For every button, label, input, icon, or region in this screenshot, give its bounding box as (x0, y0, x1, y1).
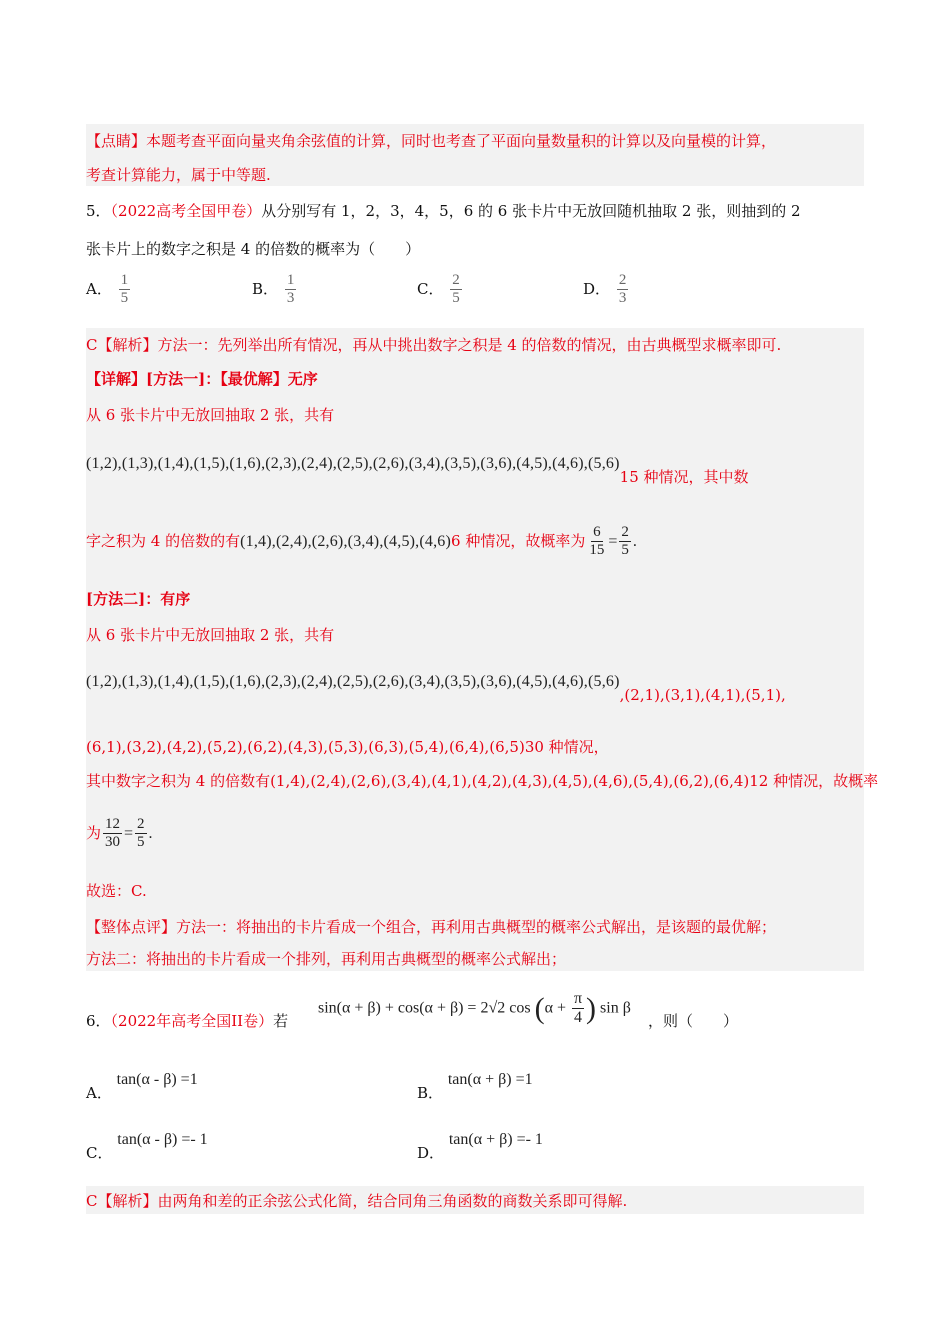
q5-option-b (252, 272, 298, 308)
q5-option-c (417, 272, 464, 308)
sol5-m1-end: . (632, 532, 637, 550)
option-expression: tan(α + β) =- 1 (448, 1131, 543, 1148)
sol5-m1-line2-mid: 6 种情况，故概率为 (451, 531, 586, 550)
q5-source: （2022高考全国甲卷） (110, 202, 262, 220)
q6-option-a (86, 1071, 198, 1102)
sol5-m1-line-2 (86, 524, 637, 560)
fraction-denominator: 3 (618, 290, 627, 307)
sol5-m2-wei: 为 (86, 823, 102, 842)
q6-prefix (86, 1010, 288, 1031)
option-fraction (119, 272, 131, 308)
q6-source: （2022年高考全国II卷） (110, 1012, 274, 1030)
fraction-numerator: 1 (119, 272, 131, 290)
sol5-m2-label: [方法二]：有序 (86, 590, 191, 608)
q5-option-d (583, 272, 630, 308)
sol5-m1-line2-pre: 字之积为 4 的倍数的有 (86, 531, 241, 550)
sol5-m2-intro: 从 6 张卡片中无放回抽取 2 张，共有 (86, 626, 335, 644)
q5-text-1: 从分别写有 1，2，3，4，5，6 的 6 张卡片中无放回随机抽取 2 张，则抽到的 2 (261, 202, 801, 220)
option-letter: C． (417, 279, 444, 298)
q6-alpha-plus: α + (544, 999, 566, 1017)
fraction-numerator: 2 (135, 816, 147, 834)
option-fraction (285, 272, 297, 308)
sol5-m2-result (135, 816, 147, 852)
sol5-m2-end: . (148, 824, 153, 842)
option-letter: B． (417, 1084, 444, 1102)
left-paren-icon: ( (534, 991, 545, 1025)
sol5-m2-line-2: (6,1),(3,2),(4,2),(5,2),(6,2),(4,3),(5,3),(6,3),(5,4),(6,4),(6,5)30 种情况， (86, 738, 609, 756)
fraction-numerator: 2 (617, 272, 629, 290)
sol5-m2-eq: = (124, 824, 134, 842)
q6-option-c (86, 1131, 208, 1162)
sol5-m1-eq: = (608, 532, 618, 550)
sol5-m2-pairs: (1,2),(1,3),(1,4),(1,5),(1,6),(2,3),(2,4),(2,5),(2,6),(3,4),(3,5),(3,6),(4,5),(4,6),(5,6) (86, 673, 620, 690)
sol5-m1-intro: 从 6 张卡片中无放回抽取 2 张，共有 (86, 406, 335, 424)
sol5-m1-result (619, 524, 631, 560)
q6-sqrt: √2 (488, 999, 506, 1017)
fraction-numerator: 2 (450, 272, 462, 290)
q6-cos: cos (509, 999, 531, 1017)
option-expression: tan(α - β) =- 1 (117, 1131, 208, 1148)
q5-line-1 (86, 200, 801, 221)
option-letter: C． (86, 1144, 113, 1162)
solution-5 (86, 328, 879, 971)
q6-formula (318, 990, 631, 1028)
sol5-m2-pairs-tail: ,(2,1),(3,1),(4,1),(5,1), (619, 686, 786, 704)
sol5-m2-line-4 (86, 816, 153, 852)
question-6 (86, 980, 864, 1178)
option-letter: A． (86, 1084, 112, 1102)
sol5-m1-pairs: (1,2),(1,3),(1,4),(1,5),(1,6),(2,3),(2,4),(2,5),(2,6),(3,4),(3,5),(3,6),(4,5),(4,6),(5,6) (86, 455, 620, 472)
fraction-denominator: 5 (120, 290, 129, 307)
solution-6 (86, 1186, 864, 1214)
fraction-denominator: 15 (589, 542, 605, 559)
question-5 (86, 196, 864, 320)
fraction-denominator: 3 (286, 290, 295, 307)
sol5-m1-count: 15 种情况，其中数 (619, 468, 749, 486)
q6-pi-fraction (572, 990, 584, 1028)
right-paren-icon: ) (586, 991, 597, 1025)
sol5-m2-line-3: 其中数字之积为 4 的倍数有(1,4),(2,4),(2,6),(3,4),(4,1),(4,2),(4,3),(4,5),(4,6),(5,4),(6,2),(6,4)12 种情况，故概率 (86, 772, 879, 790)
q6-jiexi: C【解析】由两角和差的正余弦公式化简，结合同角三角函数的商数关系即可得解. (86, 1192, 628, 1210)
q6-ruo: 若 (273, 1012, 289, 1030)
sol5-m2-fraction (103, 816, 122, 852)
sol5-pingping-2: 方法二：将抽出的卡片看成一个排列，再利用古典概型的概率公式解出； (86, 950, 567, 968)
sol5-pingping-1: 【整体点评】方法一：将抽出的卡片看成一个组合，再利用古典概型的概率公式解出，是该题的最优解； (86, 918, 777, 936)
fraction-numerator: 2 (619, 524, 631, 542)
fraction-denominator: 5 (452, 290, 460, 307)
sol5-jiexi: C【解析】方法一：先列举出所有情况，再从中挑出数字之积是 4 的倍数的情况，由古典概型求概率即可. (86, 336, 782, 354)
sol5-m1-fraction (587, 524, 606, 560)
sol5-guxuan: 故选：C. (86, 882, 147, 900)
q6-formula-left: sin(α + β) + cos(α + β) = 2 (318, 999, 489, 1017)
dianjing-label: 【点睛】 (86, 132, 147, 150)
q6-number: 6． (86, 1012, 111, 1030)
sol5-m1-pairs-line (86, 452, 749, 486)
fraction-numerator: 6 (591, 524, 603, 542)
option-letter: A． (86, 279, 112, 298)
q5-line-2: 张卡片上的数字之积是 4 的倍数的概率为（ ） (86, 240, 421, 258)
option-fraction (450, 272, 462, 308)
option-letter: D． (583, 279, 611, 298)
dianjing-text-1: 本题考查平面向量夹角余弦值的计算，同时也考查了平面向量数量积的计算以及向量模的计算， (146, 132, 777, 150)
option-letter: B． (252, 279, 279, 298)
q6-option-d (417, 1131, 543, 1162)
sol5-m2-pairs-line (86, 672, 786, 704)
fraction-numerator: 1 (285, 272, 297, 290)
q5-option-a (86, 272, 132, 308)
fraction-denominator: 5 (137, 834, 145, 851)
fraction-numerator: 12 (103, 816, 122, 834)
dianjing-line-2: 考查计算能力，属于中等题. (86, 166, 271, 184)
fraction-denominator: 5 (621, 542, 629, 559)
q6-sinbeta: sin β (600, 999, 631, 1017)
option-fraction (617, 272, 629, 308)
q6-option-b (417, 1071, 533, 1102)
fraction-denominator: 30 (105, 834, 121, 851)
sol5-xiangjie-label: 【详解】[方法一]：【最优解】无序 (86, 370, 318, 388)
option-expression: tan(α + β) =1 (447, 1071, 533, 1088)
sol5-m1-good-pairs: (1,4),(2,4),(2,6),(3,4),(4,5),(4,6) (240, 532, 452, 550)
q5-number: 5． (86, 202, 111, 220)
dianjing-block (86, 124, 864, 186)
option-letter: D． (417, 1144, 445, 1162)
fraction-numerator: π (572, 990, 584, 1009)
option-expression: tan(α - β) =1 (116, 1071, 198, 1088)
q6-ze: ，则（ ） (648, 1012, 739, 1030)
dianjing-line-1 (86, 130, 776, 151)
fraction-denominator: 4 (574, 1009, 582, 1027)
